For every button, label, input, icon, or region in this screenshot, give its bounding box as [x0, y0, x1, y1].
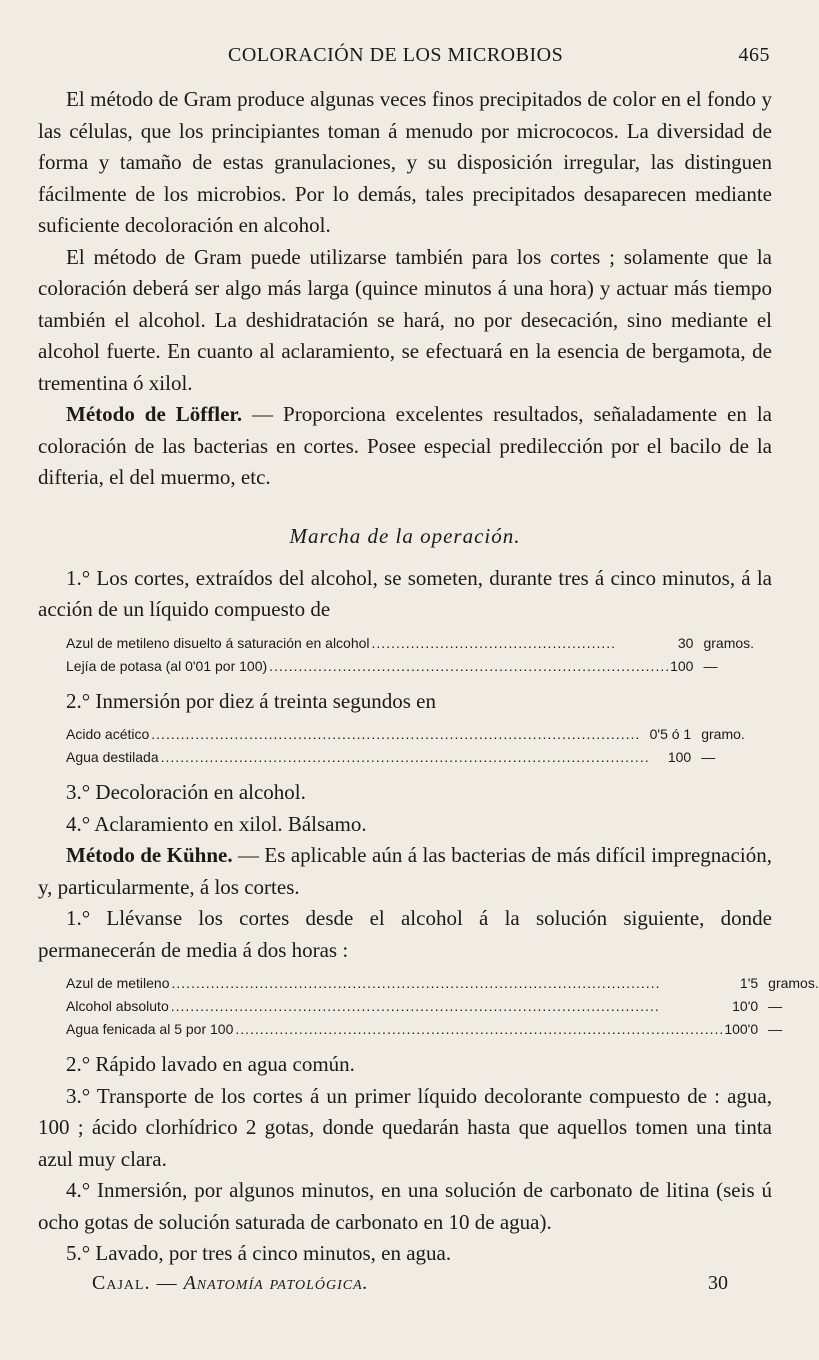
recipe-row: Azul de metileno disuelto á saturación en alcohol .................................................. 30 gramos. — [66, 632, 754, 655]
recipe-table-3 — [66, 972, 819, 1041]
loffler-step-3: 3.° Decoloración en alcohol. — [66, 780, 306, 804]
paragraph-loffler — [38, 399, 772, 494]
kuhne-step-1: 1.° Llévanse los cortes desde el alcohol á la solución siguiente, donde permanecerán de media á dos horas : — [38, 906, 772, 962]
ingredient-name: Azul de metileno disuelto á saturación en alcohol — [66, 634, 370, 651]
ingredient-name: Agua destilada — [66, 749, 159, 765]
footer-dash: — — [150, 1271, 184, 1294]
ingredient-unit: — — [768, 1021, 783, 1037]
paragraph-kuhne — [38, 840, 772, 903]
ingredient-qty: 100'0 — [724, 1021, 759, 1037]
ingredient-unit: — — [703, 657, 718, 674]
recipe-row: Agua fenicada al 5 por 100 .................................................................................................... 100'0 — — [66, 1018, 819, 1041]
ingredient-qty: 1'5 — [739, 975, 759, 991]
recipe-row: Azul de metileno .................................................................................................... 1'5 gramos. — [66, 972, 819, 995]
running-title: COLORACIÓN DE LOS MICROBIOS — [228, 44, 564, 66]
recipe-table-1 — [66, 632, 754, 678]
footer-author: Cajal. — [92, 1271, 151, 1294]
ingredient-unit: — — [768, 998, 783, 1014]
ingredient-unit: gramos. — [703, 634, 755, 651]
page-body — [38, 84, 819, 1302]
paragraph-gram-precipitates: El método de Gram produce algunas veces finos precipitados de color en el fondo y las células, que los principiantes toman á menudo por micrococos. La diversidad de forma y tamaño de estas granulaciones, y su disposición irregular, las distinguen fácilmente de los microbios. Por lo demás, tales precipitados desaparecen mediante suficiente decoloración en alcohol. — [38, 87, 772, 237]
recipe-row: Alcohol absoluto .................................................................................................... 10'0 — — [66, 995, 819, 1018]
loffler-step-4: 4.° Aclaramiento en xilol. Bálsamo. — [66, 811, 367, 836]
ingredient-qty: 100 — [670, 657, 694, 674]
kuhne-step-5: 5.° Lavado, por tres á cinco minutos, en agua. — [66, 1241, 452, 1265]
ingredient-qty: 100 — [667, 749, 692, 765]
ingredient-unit: gramo. — [701, 726, 745, 742]
kuhne-heading: Método de Kühne. — [66, 843, 233, 867]
recipe-row: Agua destilada .................................................................................................... 100 — — [66, 746, 745, 769]
footer-credit — [92, 1272, 369, 1295]
footer-book-title: Anatomía patológica. — [183, 1271, 369, 1294]
ingredient-unit: gramos. — [768, 975, 819, 991]
recipe-row: Lejía de potasa (al 0'01 por 100) .................................................................................. 100 — — [66, 655, 754, 678]
recipe-row: Acido acético .................................................................................................... 0'5 ó 1 gramo. — [66, 723, 745, 746]
section-caption: Marcha de la operación. — [289, 523, 521, 548]
page-footer — [38, 1272, 772, 1302]
loffler-step-2: 2.° Inmersión por diez á treinta segundos en — [66, 688, 436, 713]
kuhne-step-4: 4.° Inmersión, por algunos minutos, en una solución de carbonato de litina (seis ú ocho gotas de solución saturada de carbonato en 10 de agua). — [38, 1178, 772, 1234]
ingredient-qty: 10'0 — [732, 998, 759, 1014]
signature-mark: 30 — [708, 1271, 728, 1294]
recipe-table-2 — [66, 723, 745, 769]
ingredient-name: Agua fenicada al 5 por 100 — [66, 1021, 234, 1037]
kuhne-step-3: 3.° Transporte de los cortes á un primer líquido decolorante compuesto de : agua, 100 ; ácido clorhídrico 2 gotas, donde quedarán hasta que aquellos tomen una tinta azul muy clara. — [38, 1083, 772, 1171]
paragraph-gram-sections: El método de Gram puede utilizarse también para los cortes ; solamente que la coloración deberá ser algo más larga (quince minutos á una hora) y actuar más tiempo también el alcohol. La deshidratación se hará, no por desecación, sino mediante el alcohol fuerte. En cuanto al aclaramiento, se efectuará en la esencia de bergamota, de trementina ó xilol. — [38, 244, 772, 395]
ingredient-name: Acido acético — [66, 726, 150, 742]
ingredient-unit: — — [701, 749, 716, 765]
kuhne-text: — Es aplicable aún á las bacterias de más difícil impregnación, y, particularmente, á los cortes. — [38, 843, 772, 899]
ingredient-qty: 30 — [677, 634, 694, 651]
page-number: 465 — [738, 44, 770, 66]
loffler-heading: Método de Löffler. — [66, 402, 243, 426]
kuhne-step-2: 2.° Rápido lavado en agua común. — [66, 1052, 355, 1076]
ingredient-name: Azul de metileno — [66, 975, 170, 991]
ingredient-name: Lejía de potasa (al 0'01 por 100) — [66, 657, 268, 674]
loffler-text: — Proporciona excelentes resultados, señaladamente en la coloración de las bacterias en cortes. Posee especial predilección por el bacilo de la difteria, el del muermo, etc. — [38, 402, 773, 489]
ingredient-qty: 0'5 ó 1 — [649, 726, 692, 742]
loffler-step-1: 1.° Los cortes, extraídos del alcohol, se someten, durante tres á cinco minutos, á la acción de un líquido compuesto de — [38, 565, 772, 621]
ingredient-name: Alcohol absoluto — [66, 998, 169, 1014]
